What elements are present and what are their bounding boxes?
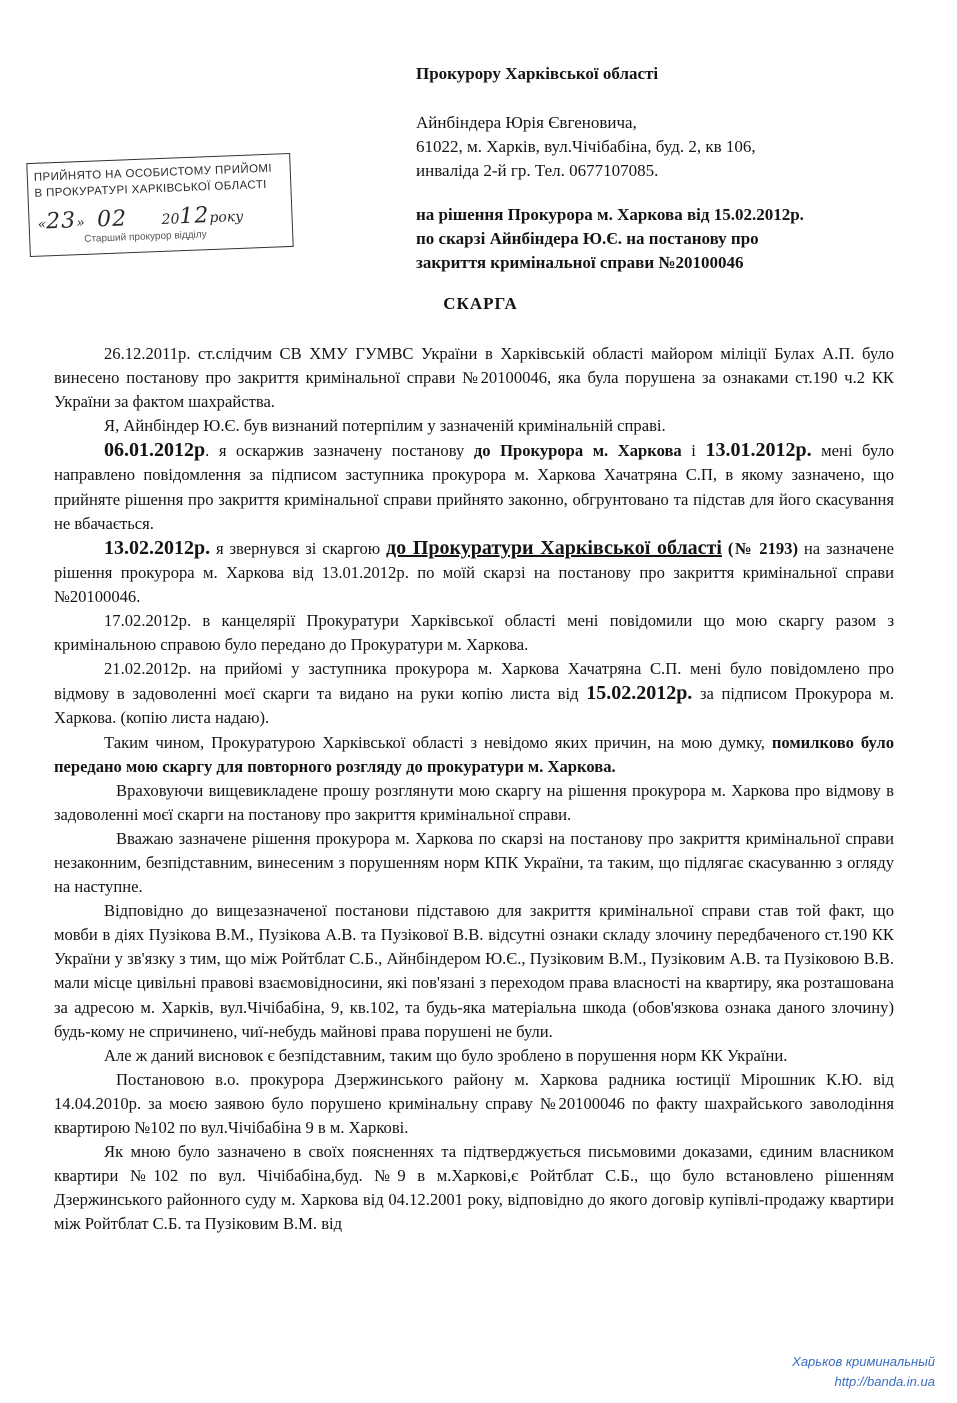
stamp-signature-line: Старший прокурор відділу	[84, 229, 207, 245]
sender-address: 61022, м. Харків, вул.Чічібабіна, буд. 2, кв 106,	[416, 137, 756, 156]
date-15-02: 15.02.2012р.	[586, 682, 693, 705]
site-watermark	[792, 1352, 935, 1392]
subject-line-3: закриття кримінальної справи №20100046	[416, 253, 744, 272]
paragraph-12: Постановою в.о. прокурора Дзержинського району м. Харкова радника юстиції Мірошник К.Ю. від 14.04.2010р. за моєю заявою було порушено кримінальну справу №20100046 по факту шахрайського заволодіння квартирою №102 по вул.Чічібабіна 9 в м. Харкові.	[54, 1069, 894, 1137]
subject-line-1: на рішення Прокурора м. Харкова від 15.02.2012р.	[416, 205, 804, 224]
date-13-01: 13.01.2012р.	[705, 439, 812, 462]
sender-name: Айнбіндера Юрія Євгеновича,	[416, 113, 637, 132]
sender-block	[416, 111, 936, 183]
addressee-text: Прокурору Харківської області	[416, 64, 659, 83]
stamp-line-2: В ПРОКУРАТУРІ ХАРКІВСЬКОЇ ОБЛАСТІ	[34, 178, 267, 200]
paragraph-6: 21.02.2012р. на прийомі у заступника прокурора м. Харкова Хачатряна С.П. мені було повідомлено про відмову в задоволенні моєї скарги та видано на руки копію листа від 15.02.2012р. за підписом Прокурора м. Харкова. (копію листа надаю).	[54, 659, 894, 728]
sender-info: инваліда 2-й гр. Тел. 0677107085.	[416, 161, 659, 180]
title-text: СКАРГА	[443, 294, 518, 313]
complaint-number: (№ 2193)	[727, 538, 799, 558]
paragraph-5: 17.02.2012р. в канцелярії Прокуратури Харківської області мені повідомили що мою скаргу разом з кримінальною справою було передано до Прокуратури м. Харкова.	[54, 611, 894, 655]
document-body	[54, 342, 894, 1236]
date-13-02: 13.02.2012р.	[104, 536, 211, 559]
paragraph-3: 06.01.2012р. я оскаржив зазначену постанову до Прокурора м. Харкова і 13.01.2012р. мені було направлено повідомлення за підписом заступника прокурора м. Харкова Хачатряна С.П, в якому зазначено, що прийняте рішення про закриття кримінальної справи прийнято законно, обгрунтовано та підстав для його скасування не вбачається.	[54, 439, 894, 533]
bold-mistakenly-passed: помилково було передано мою скаргу для повторного розгляду до прокуратури м. Харкова.	[54, 732, 894, 776]
stamp-line-1: ПРИЙНЯТО НА ОСОБИСТОМУ ПРИЙОМІ	[33, 162, 273, 184]
stamp-month: 02	[96, 206, 128, 233]
paragraph-9: Вважаю зазначене рішення прокурора м. Харкова по скарзі на постанову про закриття кримінальної справи незаконним, безпідставним, винесеним з порушенням норм КПК України, та таким, що підлягає скасуванню з огляду на наступне.	[54, 828, 894, 897]
paragraph-1: 26.12.2011р. ст.слідчим СВ ХМУ ГУМВС України в Харківській області майором міліції Булах А.П. було винесено постанову про закриття кримінальної справи №20100046, яка була порушена за ознаками ст.190 ч.2 КК України за фактом шахрайства.	[54, 344, 894, 412]
subject-block	[416, 203, 936, 275]
bold-prosecutor-kharkiv: до Прокурора м. Харкова	[473, 441, 682, 461]
subject-line-2: по скарзі Айнбіндера Ю.Є. на постанову про	[416, 229, 759, 248]
stamp-day: 23	[45, 208, 77, 235]
paragraph-11: Але ж даний висновок є безпідставним, таким що було зроблено в порушення норм КК України.	[104, 1045, 788, 1065]
stamp-year: 12	[178, 203, 210, 230]
addressee	[416, 62, 936, 86]
reception-stamp	[26, 153, 293, 257]
regional-prosecution-underlined: до Прокуратури Харківської області	[386, 536, 722, 559]
paragraph-13: Як мною було зазначено в своїх поясненнях та підтверджується письмовими доказами, єдиним власником квартири №102 по вул. Чічібабіна,буд. №9 в м.Харкові,є Ройтблат С.Б., що було встановлено рішенням Дзержинського районного суду м. Харкова від 04.12.2001 року, відповідно до якого договір купівлі-продажу квартири між Ройтблат С.Б. та Пузіковим В.М. від	[54, 1142, 894, 1234]
site-name: Харьков криминальный	[792, 1354, 935, 1369]
document-title	[0, 294, 957, 314]
site-url[interactable]: http://banda.in.ua	[834, 1374, 935, 1389]
paragraph-8: Враховуючи вищевикладене прошу розглянути мою скаргу на рішення прокурора м. Харкова про відмову в задоволенні моєї скарги на постанову про закриття кримінальної справи.	[54, 780, 894, 824]
paragraph-4: 13.02.2012р. я звернувся зі скаргою до Прокуратури Харківської області (№ 2193) на зазначене рішення прокурора м. Харкова від 13.01.2012р. по моїй скарзі на постанову про закриття кримінальної справи №20100046.	[54, 536, 894, 606]
paragraph-2: Я, Айнбіндер Ю.Є. був визнаний потерпілим у зазначеній кримінальній справі.	[104, 416, 666, 436]
date-06-01: 06.01.2012р	[104, 439, 206, 462]
stamp-date: «23» 02 2012року	[37, 203, 244, 235]
paragraph-10: Відповідно до вищезазначеної постанови підставою для закриття кримінальної справи став той факт, що мовби в діях Пузікова В.М., Пузікова А.В. та Пузікової В.В. відсутні ознаки складу злочину передбаченого ст.190 КК України у зв'язку з тим, що між Ройтблат С.Б., Айнбіндером Ю.Є., Пузіковим В.М., Пузіковим А.В. та Пузіковою В.В. мали місце цивільні правові взаємовідносини, які пов'язані з переходом права власності на квартиру, яка розташована за адресою м. Харків, вул.Чічібабіна, 9, кв.102, та будь-яка матеріальна шкода (обов'язкова ознака даного злочину) будь-кому не спричинено, чиї-небудь майнові права порушені не були.	[54, 901, 894, 1041]
paragraph-7: Таким чином, Прокуратурою Харківської області з невідомо яких причин, на мою думку, помилково було передано мою скаргу для повторного розгляду до прокуратури м. Харкова.	[54, 732, 894, 776]
